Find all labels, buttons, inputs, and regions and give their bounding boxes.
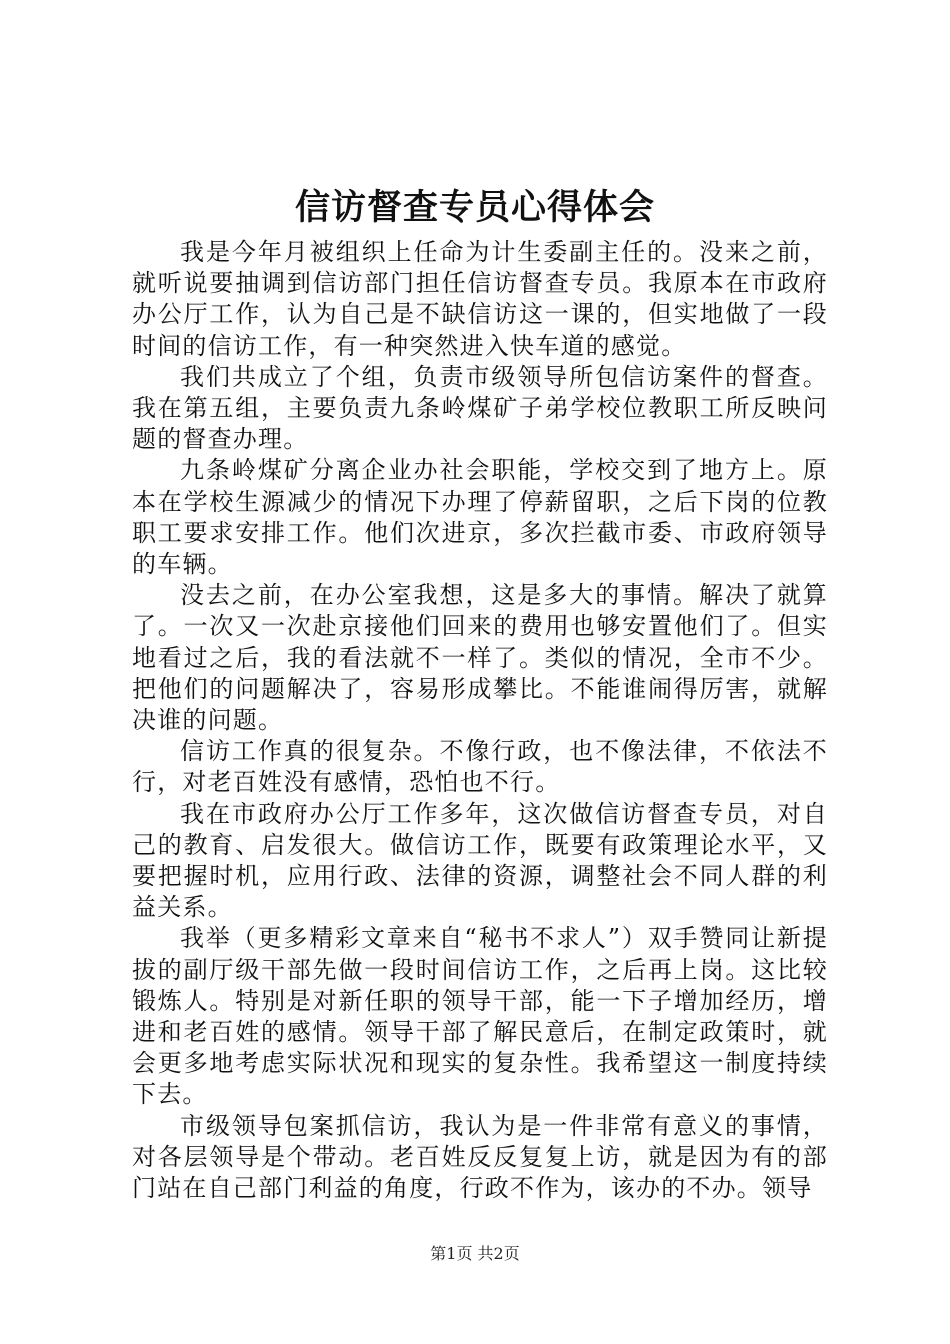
- document-title: 信访督查专员心得体会: [294, 187, 655, 228]
- body-paragraph: 信访工作真的很复杂。不像行政，也不像法律，不依法不行，对老百姓没有感情，恐怕也不行。: [132, 737, 828, 797]
- body-paragraph: 我举（更多精彩文章来自“秘书不求人”）双手赞同让新提拔的副厅级干部先做一段时间信访工作，之后再上岗。这比较锻炼人。特别是对新任职的领导干部，能一下子增加经历，增进和老百姓的感情。领导干部了解民意后，在制定政策时，就会更多地考虑实际状况和现实的复杂性。我希望这一制度持续下去。: [132, 924, 828, 1109]
- body-paragraph: 我们共成立了个组，负责市级领导所包信访案件的督查。我在第五组，主要负责九条岭煤矿子弟学校位教职工所反映问题的督查办理。: [132, 362, 828, 454]
- body-paragraph: 我在市政府办公厅工作多年，这次做信访督查专员，对自己的教育、启发很大。做信访工作，既要有政策理论水平，又要把握时机，应用行政、法律的资源，调整社会不同人群的利益关系。: [132, 799, 828, 922]
- body-paragraph: 没去之前，在办公室我想，这是多大的事情。解决了就算了。一次又一次赴京接他们回来的费用也够安置他们了。但实地看过之后，我的看法就不一样了。类似的情况，全市不少。把他们的问题解决了，容易形成攀比。不能谁闹得厉害，就解决谁的问题。: [132, 581, 828, 735]
- document-body: [132, 237, 828, 1204]
- body-paragraph: 市级领导包案抓信访，我认为是一件非常有意义的事情，对各层领导是个带动。老百姓反反复复上访，就是因为有的部门站在自己部门利益的角度，行政不作为，该办的不办。领导: [132, 1111, 828, 1203]
- body-paragraph: 九条岭煤矿分离企业办社会职能，学校交到了地方上。原本在学校生源减少的情况下办理了停薪留职，之后下岗的位教职工要求安排工作。他们次进京，多次拦截市委、市政府领导的车辆。: [132, 456, 828, 579]
- page-number-footer: 第1页 共2页: [430, 1244, 520, 1263]
- body-paragraph: 我是今年月被组织上任命为计生委副主任的。没来之前，就听说要抽调到信访部门担任信访督查专员。我原本在市政府办公厅工作，认为自己是不缺信访这一课的，但实地做了一段时间的信访工作，有一种突然进入快车道的感觉。: [132, 238, 828, 360]
